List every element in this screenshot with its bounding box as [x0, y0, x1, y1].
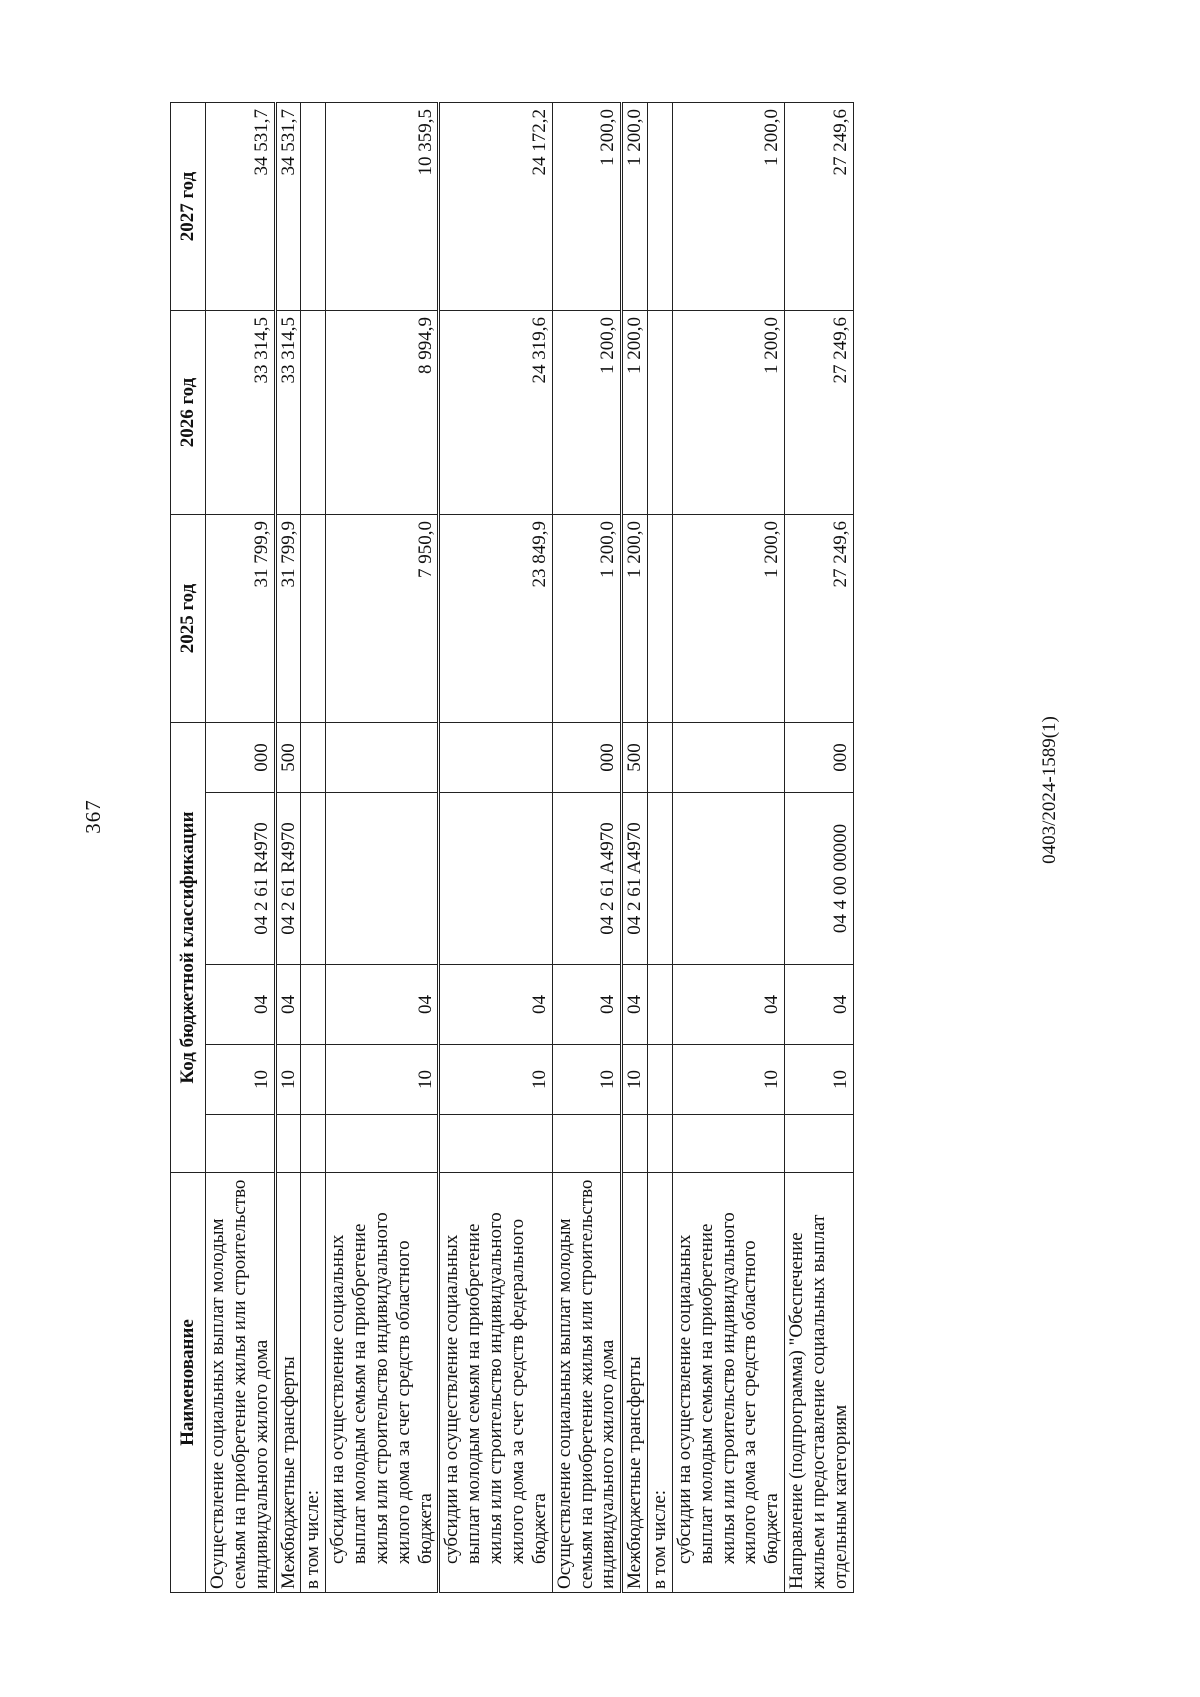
- value-2027: 24 172,2: [439, 102, 552, 310]
- value-2025: 31 799,9: [275, 514, 301, 722]
- row-name: Осуществление социальных выплат молодым семьям на приобретение жилья или строительство индивидуального жилого дома: [552, 1173, 622, 1593]
- code-4: [439, 793, 552, 965]
- code-4: 04 4 00 00000: [785, 793, 854, 965]
- code-2: [301, 1045, 326, 1115]
- code-4: 04 2 61 A4970: [622, 793, 648, 965]
- value-2026: 33 314,5: [206, 310, 276, 514]
- table-row: [672, 102, 784, 1592]
- table-header-row: [171, 102, 206, 1592]
- row-name: Осуществление социальных выплат молодым семьям на приобретение жилья или строительство индивидуального жилого дома: [206, 1173, 276, 1593]
- code-3: 04: [552, 965, 622, 1045]
- code-2: 10: [785, 1045, 854, 1115]
- table-row: [785, 102, 854, 1592]
- table-row: [648, 102, 673, 1592]
- code-4: [672, 793, 784, 965]
- value-2026: 1 200,0: [622, 310, 648, 514]
- table-row: [275, 102, 301, 1592]
- code-5: 000: [206, 722, 276, 792]
- budget-table: [170, 102, 854, 1593]
- row-name: Межбюджетные трансферты: [275, 1173, 301, 1593]
- value-2026: 1 200,0: [552, 310, 622, 514]
- code-4: [326, 793, 439, 965]
- code-2: 10: [326, 1045, 439, 1115]
- code-3: 04: [326, 965, 439, 1045]
- code-2: [648, 1045, 673, 1115]
- header-2026: 2026 год: [171, 310, 206, 514]
- code-5: [439, 722, 552, 792]
- code-4: [301, 793, 326, 965]
- code-1: [439, 1115, 552, 1173]
- code-1: [785, 1115, 854, 1173]
- code-4: [648, 793, 673, 965]
- value-2025: [648, 514, 673, 722]
- code-2: 10: [622, 1045, 648, 1115]
- table-row: [326, 102, 439, 1592]
- table-row: [622, 102, 648, 1592]
- code-2: 10: [206, 1045, 276, 1115]
- row-name: в том числе:: [648, 1173, 673, 1593]
- value-2027: [648, 102, 673, 310]
- value-2026: 1 200,0: [672, 310, 784, 514]
- value-2027: 27 249,6: [785, 102, 854, 310]
- value-2027: 34 531,7: [206, 102, 276, 310]
- code-3: 04: [275, 965, 301, 1045]
- value-2025: 23 849,9: [439, 514, 552, 722]
- value-2025: [301, 514, 326, 722]
- code-3: [301, 965, 326, 1045]
- code-4: 04 2 61 A4970: [552, 793, 622, 965]
- value-2026: [648, 310, 673, 514]
- table-row: [206, 102, 276, 1592]
- value-2025: 31 799,9: [206, 514, 276, 722]
- header-2025: 2025 год: [171, 514, 206, 722]
- value-2027: 1 200,0: [672, 102, 784, 310]
- header-2027: 2027 год: [171, 102, 206, 310]
- code-1: [275, 1115, 301, 1173]
- row-name: в том числе:: [301, 1173, 326, 1593]
- code-4: 04 2 61 R4970: [206, 793, 276, 965]
- value-2026: 24 319,6: [439, 310, 552, 514]
- code-5: [326, 722, 439, 792]
- code-5: [648, 722, 673, 792]
- table-row: [552, 102, 622, 1592]
- row-name: субсидии на осуществление социальных выплат молодым семьям на приобретение жилья или строительство индивидуального жилого дома за счет средств областного бюджета: [672, 1173, 784, 1593]
- value-2025: 27 249,6: [785, 514, 854, 722]
- code-4: 04 2 61 R4970: [275, 793, 301, 965]
- table-row: [439, 102, 552, 1592]
- value-2027: 34 531,7: [275, 102, 301, 310]
- row-name: субсидии на осуществление социальных выплат молодым семьям на приобретение жилья или строительство индивидуального жилого дома за счет средств областного бюджета: [326, 1173, 439, 1593]
- code-3: [648, 965, 673, 1045]
- code-5: [672, 722, 784, 792]
- document-code: 0403/2024-1589(1): [1039, 716, 1060, 864]
- code-1: [672, 1115, 784, 1173]
- row-name: Межбюджетные трансферты: [622, 1173, 648, 1593]
- value-2026: [301, 310, 326, 514]
- value-2027: [301, 102, 326, 310]
- code-3: 04: [622, 965, 648, 1045]
- table-row: [301, 102, 326, 1592]
- header-name: Наименование: [171, 1173, 206, 1593]
- code-2: 10: [552, 1045, 622, 1115]
- code-1: [648, 1115, 673, 1173]
- value-2025: 1 200,0: [622, 514, 648, 722]
- code-5: 000: [785, 722, 854, 792]
- code-2: 10: [439, 1045, 552, 1115]
- code-3: 04: [785, 965, 854, 1045]
- code-3: 04: [672, 965, 784, 1045]
- row-name: Направление (подпрограмма) "Обеспечение жильем и предоставление социальных выплат отдельным категориям: [785, 1173, 854, 1593]
- value-2026: 8 994,9: [326, 310, 439, 514]
- code-5: 500: [622, 722, 648, 792]
- value-2026: 27 249,6: [785, 310, 854, 514]
- code-3: 04: [206, 965, 276, 1045]
- value-2025: 1 200,0: [552, 514, 622, 722]
- code-1: [622, 1115, 648, 1173]
- code-2: 10: [275, 1045, 301, 1115]
- code-1: [301, 1115, 326, 1173]
- row-name: субсидии на осуществление социальных выплат молодым семьям на приобретение жилья или строительство индивидуального жилого дома за счет средств федерального бюджета: [439, 1173, 552, 1593]
- value-2027: 1 200,0: [622, 102, 648, 310]
- code-2: 10: [672, 1045, 784, 1115]
- code-1: [326, 1115, 439, 1173]
- page-number: 367: [80, 799, 105, 834]
- value-2025: 1 200,0: [672, 514, 784, 722]
- code-1: [206, 1115, 276, 1173]
- code-5: 000: [552, 722, 622, 792]
- value-2027: 10 359,5: [326, 102, 439, 310]
- value-2026: 33 314,5: [275, 310, 301, 514]
- code-1: [552, 1115, 622, 1173]
- value-2027: 1 200,0: [552, 102, 622, 310]
- header-code-group: Код бюджетной классификации: [171, 722, 206, 1172]
- code-5: 500: [275, 722, 301, 792]
- code-5: [301, 722, 326, 792]
- code-3: 04: [439, 965, 552, 1045]
- budget-table-container: [170, 103, 988, 1593]
- value-2025: 7 950,0: [326, 514, 439, 722]
